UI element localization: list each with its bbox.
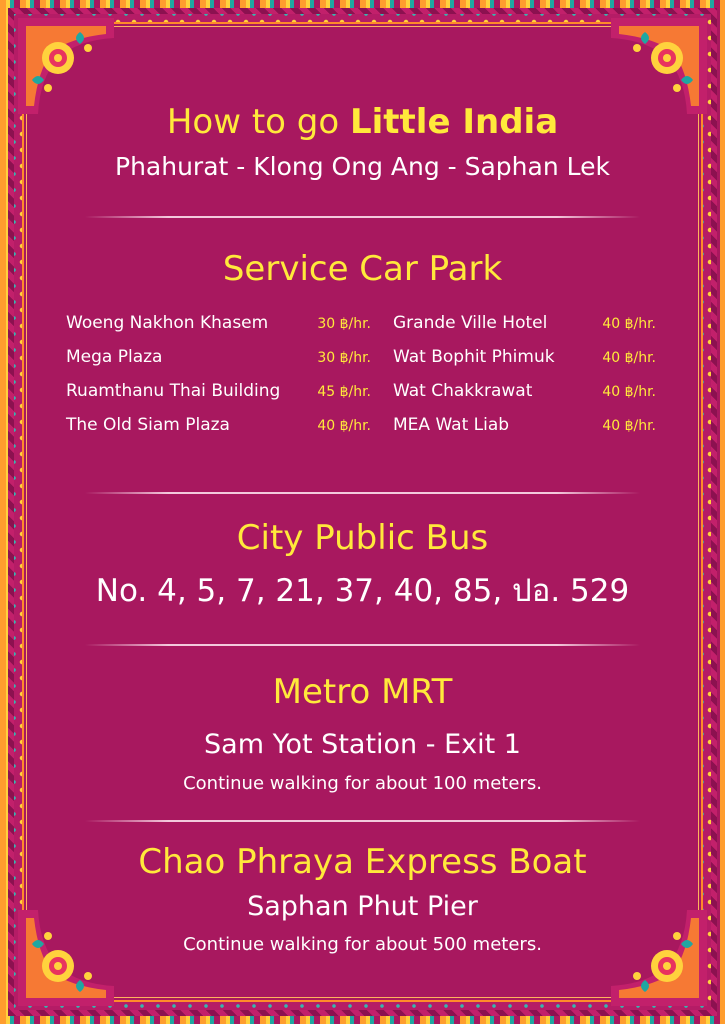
car-park-list (66, 310, 656, 450)
car-park-name: Wat Bophit Phimuk (393, 347, 555, 367)
list-item (66, 412, 371, 446)
list-item (66, 378, 371, 412)
poster-content (40, 0, 685, 1024)
car-park-name: MEA Wat Liab (393, 415, 510, 435)
car-park-name: Grande Ville Hotel (393, 313, 548, 333)
page-subtitle: Phahurat - Klong Ong Ang - Saphan Lek (115, 152, 610, 181)
list-item (393, 310, 656, 344)
car-park-rate: 40 ฿/hr. (602, 384, 656, 400)
car-park-rate: 40 ฿/hr. (317, 418, 371, 434)
car-park-name: Woeng Nakhon Khasem (66, 313, 269, 333)
mrt-station: Sam Yot Station - Exit 1 (204, 729, 521, 760)
car-park-name: The Old Siam Plaza (66, 415, 230, 435)
car-park-rate: 40 ฿/hr. (602, 350, 656, 366)
car-park-name: Mega Plaza (66, 347, 163, 367)
car-park-rate: 40 ฿/hr. (602, 418, 656, 434)
title-bold: Little India (349, 102, 559, 142)
section-divider (85, 820, 640, 822)
list-item (393, 378, 656, 412)
boat-heading: Chao Phraya Express Boat (138, 842, 587, 882)
list-item (66, 310, 371, 344)
car-park-rate: 40 ฿/hr. (602, 316, 656, 332)
section-divider (85, 644, 640, 646)
car-park-name: Wat Chakkrawat (393, 381, 533, 401)
boat-pier: Saphan Phut Pier (247, 891, 478, 922)
car-park-column-right (393, 310, 656, 446)
section-divider (85, 492, 640, 494)
mrt-heading: Metro MRT (272, 672, 453, 712)
page-title (40, 100, 685, 144)
car-park-rate: 30 ฿/hr. (317, 350, 371, 366)
mrt-note: Continue walking for about 100 meters. (183, 773, 542, 794)
list-item (393, 412, 656, 446)
car-park-heading: Service Car Park (222, 249, 503, 289)
car-park-rate: 30 ฿/hr. (317, 316, 371, 332)
bus-routes: No. 4, 5, 7, 21, 37, 40, 85, ปอ. 529 (95, 573, 630, 609)
car-park-rate: 45 ฿/hr. (317, 384, 371, 400)
car-park-column-left (66, 310, 371, 446)
list-item (393, 344, 656, 378)
title-prefix: How to go (166, 102, 350, 142)
bus-heading: City Public Bus (236, 518, 489, 558)
section-divider (85, 216, 640, 218)
list-item (66, 344, 371, 378)
boat-note: Continue walking for about 500 meters. (183, 934, 542, 955)
car-park-name: Ruamthanu Thai Building (66, 381, 281, 401)
